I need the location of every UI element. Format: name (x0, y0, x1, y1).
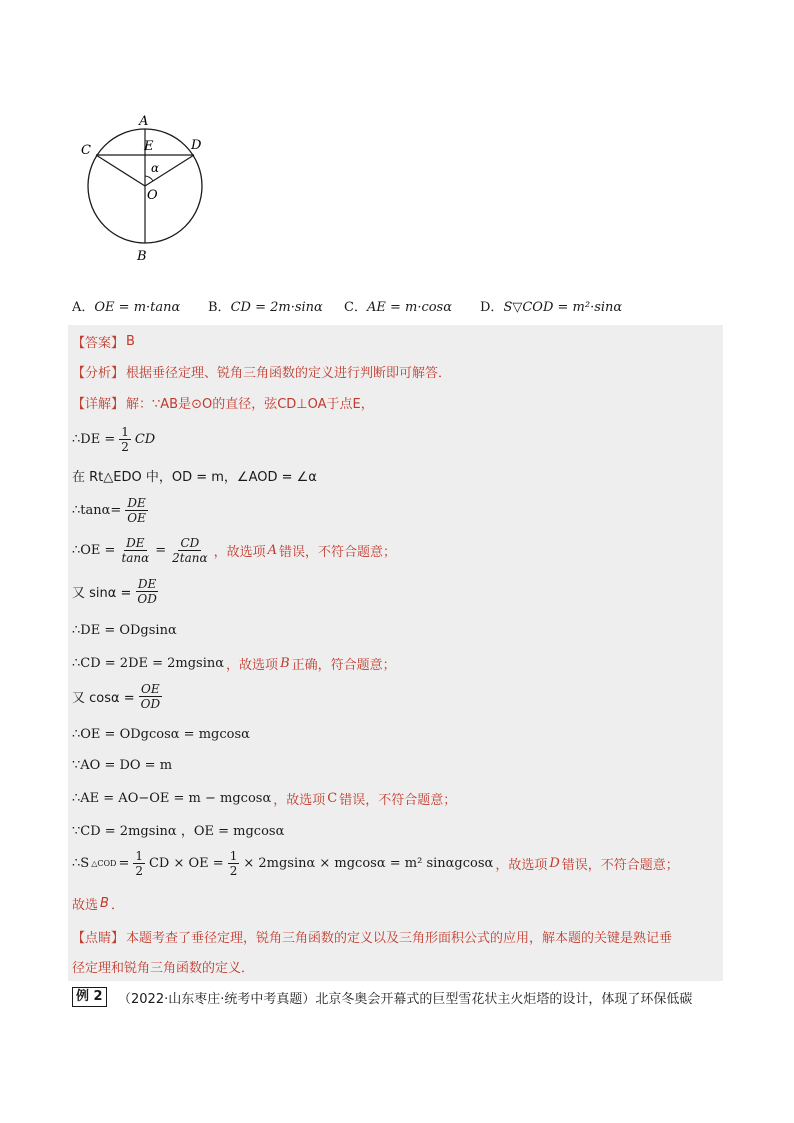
detail-line-14 (72, 849, 679, 878)
detail-line-3 (72, 466, 317, 485)
l15-a: 故选 (72, 898, 99, 913)
l7-text: ∴DE = ODgsinα (72, 623, 177, 638)
l9-lhs: 又 cosα = (72, 691, 135, 706)
detail-line-7 (72, 623, 177, 638)
l2-rhs: CD (134, 432, 156, 447)
l12-tail-b: C (327, 791, 338, 806)
l8-tail-b: B (280, 656, 290, 671)
l14-num1: 1 (135, 849, 143, 863)
l5-num2: CD (180, 536, 200, 550)
l5-den2: 2tanα (172, 551, 208, 565)
l6-den: OD (137, 592, 157, 606)
option-c-letter: C． (344, 299, 367, 315)
l3-text: 在 Rt△EDO 中，OD = m，∠AOD = ∠α (72, 470, 317, 485)
option-a[interactable] (72, 296, 208, 315)
l8-tail-a: ，故选项 (226, 658, 279, 673)
l8-tail-c: 正确，符合题意； (291, 658, 396, 673)
angle-arc (145, 176, 153, 181)
detail-line-13 (72, 820, 284, 839)
l11-text: ∵AO = DO = m (72, 758, 173, 773)
circle-figure (60, 100, 260, 275)
analysis-line (72, 362, 451, 381)
l4-num: DE (127, 496, 146, 510)
detail-line-12 (72, 789, 456, 808)
detail-line-15 (72, 894, 124, 913)
l4-lhs: ∴tanα= (72, 503, 122, 518)
label-a: A (139, 114, 149, 129)
l2-lhs: ∴DE = (72, 432, 116, 447)
example-label: 例 2 (72, 987, 107, 1007)
comment-text-1: 本题考查了垂径定理，锐角三角函数的定义以及三角形面积公式的应用，解本题的关键是熟记垂 (126, 931, 673, 946)
l14-den1: 2 (135, 864, 143, 878)
option-b-letter: B． (208, 299, 231, 315)
option-c-expr: AE = m·cosα (366, 299, 453, 315)
l10-text: ∴OE = ODgcosα = mgcosα (72, 727, 250, 742)
l14-subscript: △COD (91, 859, 117, 868)
option-a-letter: A． (72, 299, 95, 315)
detail-line-4 (72, 496, 150, 525)
radius-oc (96, 155, 145, 186)
l2-fraction (119, 425, 131, 454)
l12-tail-c: 错误，不符合题意； (339, 793, 457, 808)
analysis-tag: 【分析】 (72, 366, 125, 381)
l14-lhs: ∴S (72, 856, 90, 871)
label-alpha: α (151, 161, 160, 175)
comment-line-2 (72, 957, 254, 976)
l6-num: DE (137, 577, 157, 591)
analysis-text: 根据垂径定理、锐角三角函数的定义进行判断即可解答． (126, 366, 452, 381)
label-o: O (147, 188, 158, 203)
answer-line (72, 332, 135, 351)
l14-mid: CD × OE = (148, 856, 224, 871)
l6-lhs: 又 sinα = (72, 586, 132, 601)
l14-fraction-2 (228, 849, 240, 878)
detail-line-5 (72, 536, 396, 565)
option-a-expr: OE = m·tanα (94, 299, 181, 315)
detail-tag: 【详解】 (72, 397, 125, 412)
answer-options (72, 294, 732, 316)
l14-eq: = (118, 856, 130, 871)
l14-num2: 1 (229, 849, 238, 863)
l12-tail-a: ，故选项 (273, 793, 326, 808)
l5-tail-c: 错误，不符合题意； (279, 545, 397, 560)
comment-line-1 (72, 927, 672, 946)
l14-den2: 2 (229, 864, 238, 878)
l14-tail-c: 错误，不符合题意； (561, 858, 679, 873)
l6-fraction (135, 577, 158, 606)
l5-fraction-2 (170, 536, 209, 565)
l14-tail-b: D (549, 856, 560, 871)
l5-fraction-1 (119, 536, 151, 565)
l2-num: 1 (121, 425, 129, 439)
l5-num1: DE (126, 536, 145, 550)
comment-text-2: 径定理和锐角三角函数的定义． (72, 961, 255, 976)
solution-panel (68, 325, 723, 981)
l5-den1: tanα (121, 551, 150, 565)
label-e: E (144, 139, 154, 154)
detail-line-2 (72, 425, 155, 454)
detail-line-8 (72, 654, 396, 673)
l14-rhs: × 2mgsinα × mgcosα = m² sinαgcosα (243, 856, 494, 871)
detail-line-11 (72, 758, 172, 773)
detail-line-9 (72, 682, 164, 711)
l15-b: B (100, 896, 109, 911)
l8-text: ∴CD = 2DE = 2mgsinα (72, 656, 225, 671)
label-b: B (137, 249, 147, 264)
detail-line-1 (72, 393, 374, 412)
l5-tail-a: ，故选项 (213, 545, 266, 560)
l14-tail-a: ，故选项 (495, 858, 548, 873)
l9-num: OE (141, 682, 160, 696)
example-text: （2022·山东枣庄·统考中考真题）北京冬奥会开幕式的巨型雪花状主火炬塔的设计，体现了环保低碳 (118, 992, 693, 1007)
option-b[interactable] (208, 296, 344, 315)
answer-value: B (126, 334, 135, 349)
label-c: C (81, 143, 91, 158)
detail-line-10 (72, 727, 250, 742)
l4-den: OE (127, 511, 146, 525)
option-b-expr: CD = 2m·sinα (230, 299, 323, 315)
l15-c: ． (110, 898, 124, 913)
option-d[interactable] (480, 296, 622, 315)
l13-text: ∵CD = 2mgsinα ，OE = mgcosα (72, 824, 285, 839)
label-d: D (191, 138, 202, 153)
l4-fraction (125, 496, 148, 525)
detail-text-1: 解：∵AB是⊙O的直径，弦CD⊥OA于点E， (126, 397, 374, 412)
l9-den: OD (140, 697, 161, 711)
l5-eq: = (155, 543, 167, 558)
answer-tag: 【答案】 (72, 336, 125, 351)
l5-tail-b: A (267, 543, 278, 558)
detail-line-6 (72, 577, 161, 606)
comment-tag: 【点睛】 (72, 931, 125, 946)
option-d-letter: D． (480, 299, 504, 315)
l12-text: ∴AE = AO−OE = m − mgcosα (72, 791, 272, 806)
l5-lhs: ∴OE = (72, 543, 116, 558)
option-c[interactable] (344, 296, 480, 315)
l14-fraction-1 (133, 849, 145, 878)
l9-fraction (139, 682, 162, 711)
l2-den: 2 (121, 440, 129, 454)
option-d-expr: S▽COD = m²·sinα (503, 299, 623, 315)
